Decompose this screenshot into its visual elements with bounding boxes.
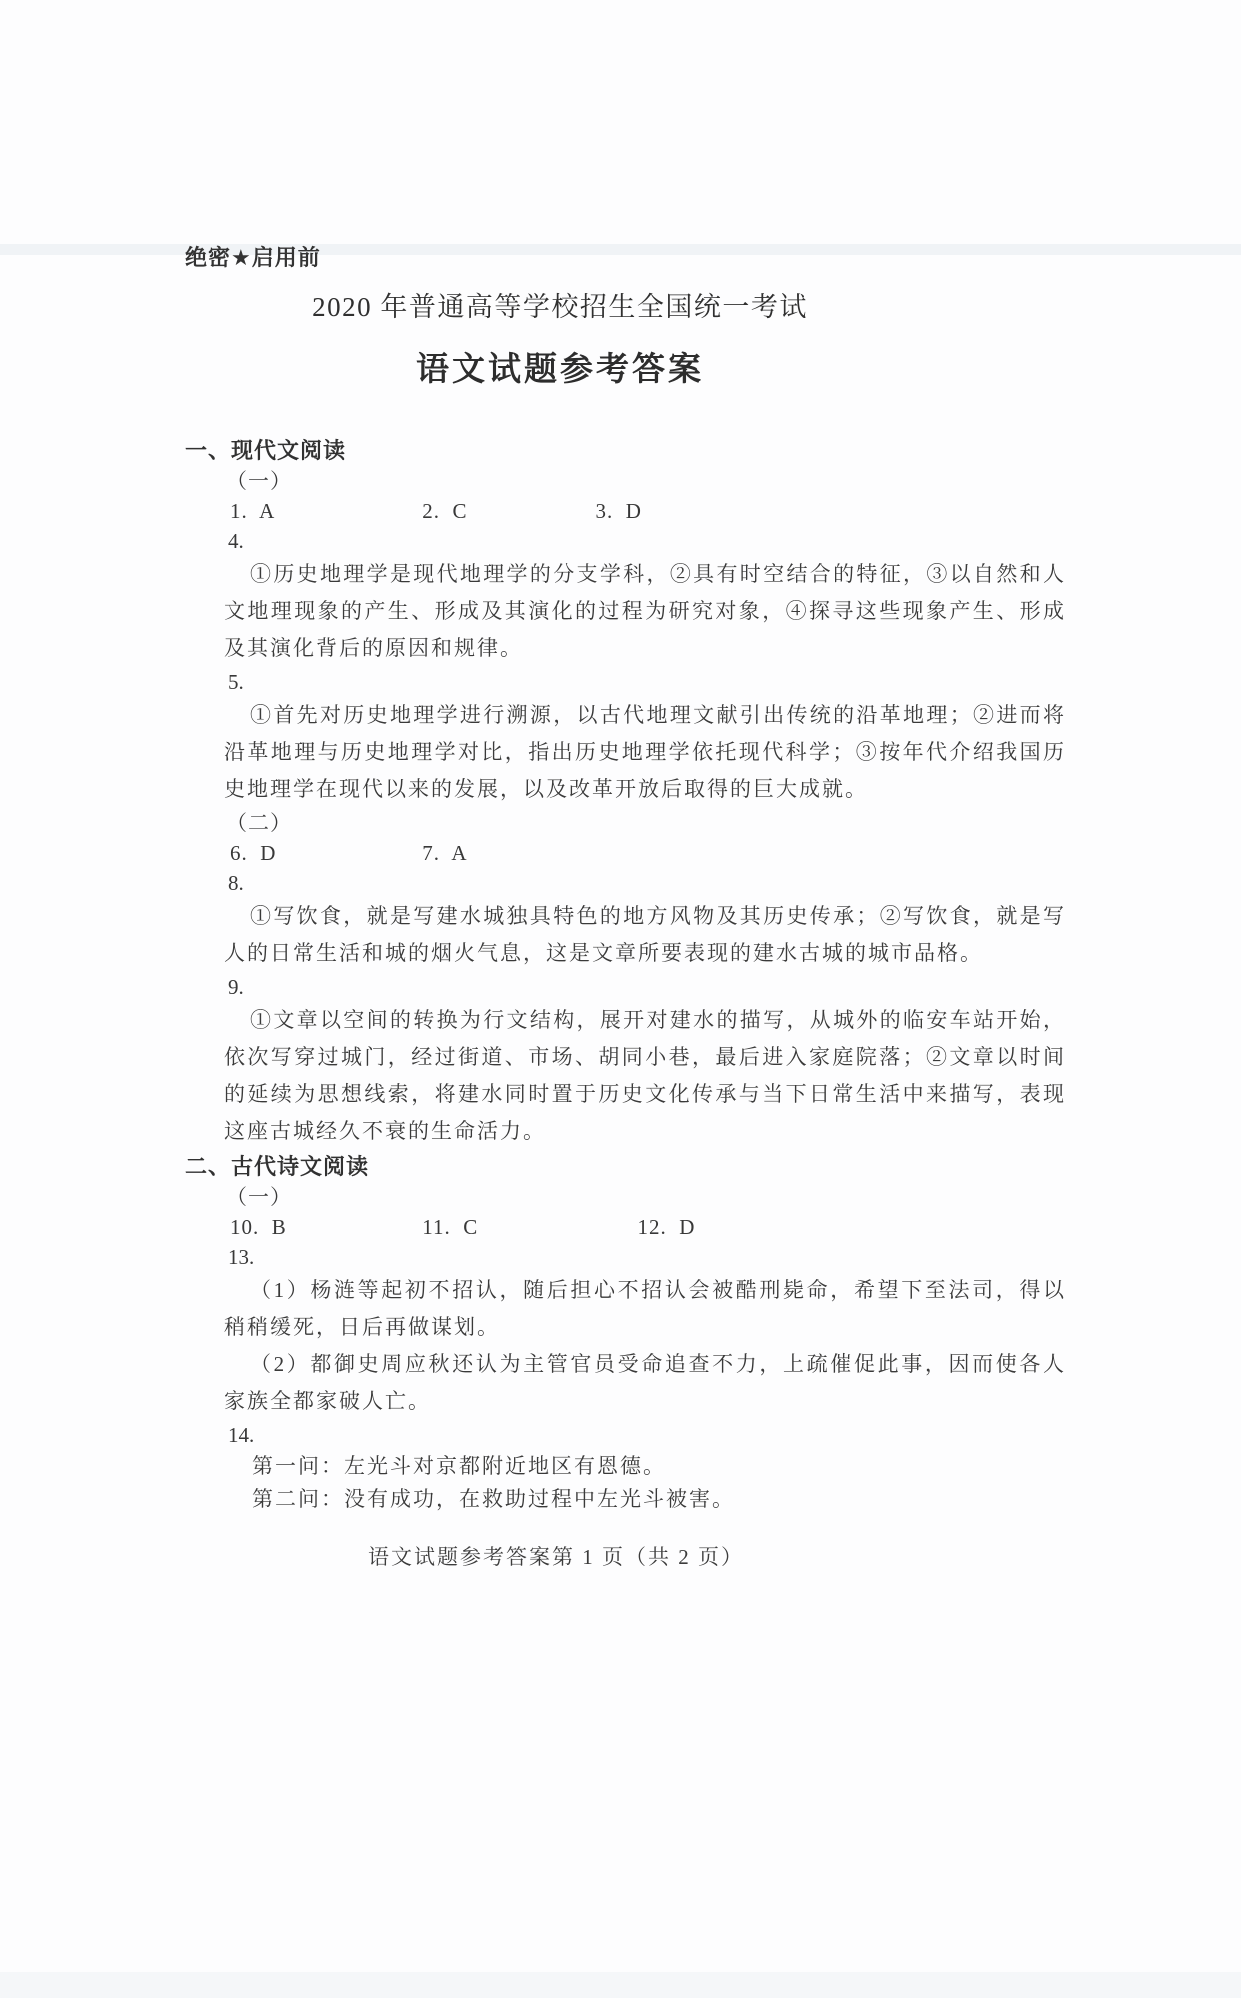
- classification-label: 绝密★启用前: [185, 245, 321, 270]
- answer-paragraph-8: ①写饮食，就是写建水城独具特色的地方风物及其历史传承；②写饮食，就是写人的日常生活和城的烟火气息，这是文章所要表现的建水古城的城市品格。: [224, 904, 1066, 965]
- answer-paragraph-13-2: （2）都御史周应秋还认为主管官员受命追查不力，上疏催促此事，因而使各人家族全都家破人亡。: [224, 1352, 1066, 1413]
- question-number-13: 13.: [228, 1245, 255, 1269]
- exam-title: 2020 年普通高等学校招生全国统一考试: [312, 292, 808, 322]
- answer-paragraph-13-1: （1）杨涟等起初不招认，随后担心不招认会被酷刑毙命，希望下至法司，得以稍稍缓死，日后再做谋划。: [224, 1278, 1066, 1339]
- section-2-part-1-label: （一）: [226, 1185, 292, 1209]
- choice-answer-10: 10. B: [230, 1215, 287, 1239]
- page-footer: 语文试题参考答案第 1 页（共 2 页）: [368, 1545, 744, 1569]
- choice-answer-12: 12. D: [637, 1215, 696, 1239]
- answer-paragraph-5: ①首先对历史地理学进行溯源，以古代地理文献引出传统的沿革地理；②进而将沿革地理与历史地理学对比，指出历史地理学依托现代科学；③按年代介绍我国历史地理学在现代以来的发展，以及改革开放后取得的巨大成就。: [224, 703, 1066, 801]
- answer-line-14-1: 第一问：左光斗对京都附近地区有恩德。: [252, 1454, 666, 1478]
- choice-answer-11: 11. C: [422, 1215, 479, 1239]
- choice-answer-2: 2. C: [422, 499, 468, 523]
- choice-answer-7: 7. A: [422, 841, 468, 865]
- choice-answer-3: 3. D: [595, 499, 642, 523]
- question-number-14: 14.: [228, 1423, 255, 1447]
- choice-answer-6: 6. D: [230, 841, 277, 865]
- section-1-part-1-label: （一）: [226, 469, 292, 493]
- choice-answers-row-6-7: [230, 838, 1241, 868]
- choice-answer-1: 1. A: [230, 499, 276, 523]
- section-2-heading: 二、古代诗文阅读: [185, 1154, 370, 1179]
- scan-bottom-edge: [0, 1972, 1241, 1998]
- question-number-8: 8.: [228, 871, 244, 895]
- answer-paragraph-9: ①文章以空间的转换为行文结构，展开对建水的描写，从城外的临安车站开始，依次写穿过城门，经过街道、市场、胡同小巷，最后进入家庭院落；②文章以时间的延续为思想线索，将建水同时置于历史文化传承与当下日常生活中来描写，表现这座古城经久不衰的生命活力。: [224, 1008, 1066, 1143]
- document-title: 语文试题参考答案: [416, 350, 704, 387]
- question-number-9: 9.: [228, 975, 244, 999]
- section-1-heading: 一、现代文阅读: [185, 438, 347, 463]
- exam-answer-page: [0, 244, 1241, 1998]
- question-number-5: 5.: [228, 670, 244, 694]
- answer-line-14-2: 第二问：没有成功，在救助过程中左光斗被害。: [252, 1487, 735, 1511]
- choice-answers-row-10-12: [230, 1212, 1241, 1242]
- section-1-part-2-label: （二）: [226, 811, 292, 835]
- answer-paragraph-4: ①历史地理学是现代地理学的分支学科，②具有时空结合的特征，③以自然和人文地理现象的产生、形成及其演化的过程为研究对象，④探寻这些现象产生、形成及其演化背后的原因和规律。: [224, 562, 1066, 660]
- choice-answers-row-1-3: [230, 496, 1241, 526]
- question-number-4: 4.: [228, 529, 244, 553]
